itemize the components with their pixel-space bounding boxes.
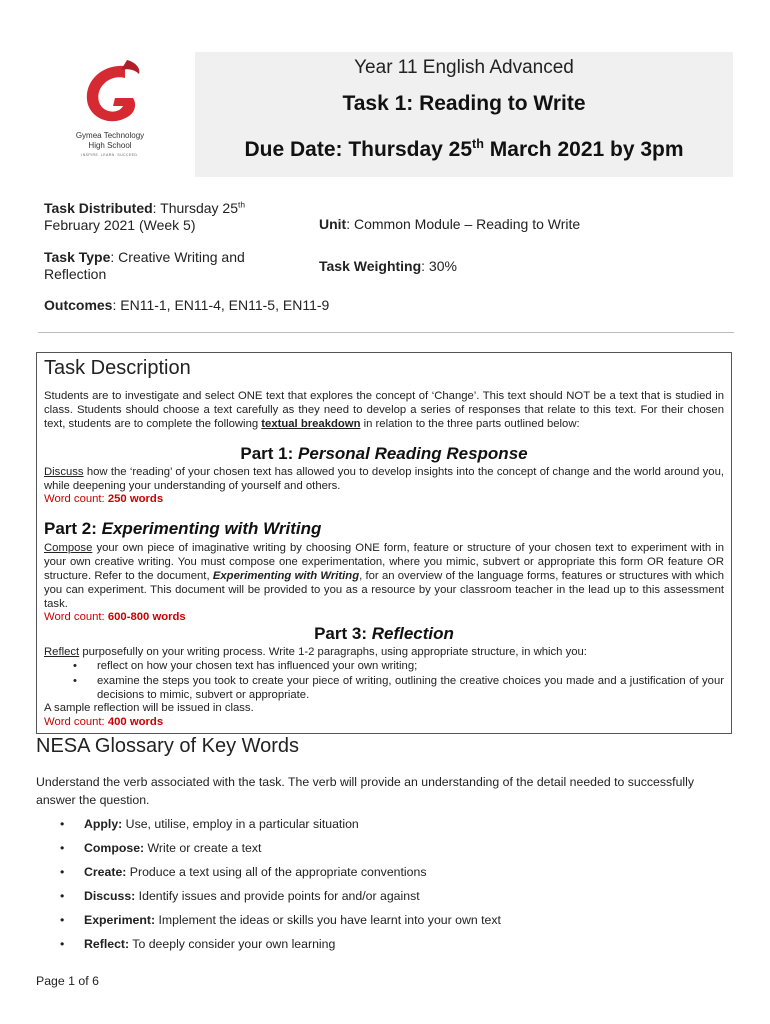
task-weighting: Task Weighting: 30% (319, 258, 457, 274)
part1-heading: Part 1: Personal Reading Response (240, 444, 528, 463)
part3-bullet-1: reflect on how your chosen text has influenced your own writing; (97, 660, 418, 672)
task-description-title: Task Description (44, 357, 191, 379)
part3-note: A sample reflection will be issued in class. (44, 702, 254, 714)
unit-info: Unit: Common Module – Reading to Write (319, 216, 581, 232)
part1-word-count: Word count: 250 words (44, 493, 164, 505)
glossary-item: • Experiment: Implement the ideas or skills you have learnt into your own text (60, 913, 501, 927)
textual-breakdown-link: textual breakdown (261, 418, 361, 430)
task-distributed: Task Distributed: Thursday 25th February 2021 (Week 5) (44, 199, 246, 233)
glossary-item: • Compose: Write or create a text (60, 841, 262, 855)
part3-bullet-dot: • (73, 675, 77, 687)
part3-text: Reflect purposefully on your writing process. Write 1-2 paragraphs, using appropriate structure, in which you: (44, 646, 587, 658)
part3-heading: Part 3: Reflection (314, 624, 454, 643)
school-crest-icon (55, 58, 165, 130)
task-description-intro: Students are to investigate and select ONE text that explores the concept of ‘Change’. This text should NOT be a text that is studied in class. Students should choose a text carefully as they need to develop a series of responses that relate to this text. For their chosen text, students are to complete the following textual breakdown in relation to the three parts outlined below: (44, 390, 724, 430)
part3-bullet-dot: • (73, 660, 77, 672)
task-type: Task Type: Creative Writing and Reflection (44, 249, 245, 282)
part2-text: Compose your own piece of imaginative writing by choosing ONE form, feature or structure of your chosen text to experiment with in your own creative writing. You must compose one experimentation, where you mimic, subvert or appropriate this form OR feature OR structure. Refer to the document, Experimenting with Writing, for an overview of the language forms, features or structures with which you can experiment. This document will be provided to you as a resource by your classroom teacher in the lead up to this assessment task. (44, 542, 725, 610)
glossary-title: NESA Glossary of Key Words (36, 735, 300, 757)
glossary-item: • Reflect: To deeply consider your own learning (60, 937, 336, 951)
part2-word-count: Word count: 600-800 words (44, 611, 186, 623)
part3-bullet-2: examine the steps you took to create your piece of writing, outlining the creative choices you made and a justification of your decisions to mimic, subvert or appropriate. (97, 675, 724, 701)
glossary-item: • Discuss: Identify issues and provide points for and/or against (60, 889, 420, 903)
header-panel (195, 52, 733, 177)
school-name: Gymea Technology High School (75, 131, 145, 150)
divider (38, 332, 734, 333)
school-motto: INSPIRE. LEARN. SUCCEED. (81, 153, 139, 157)
due-date: Due Date: Thursday 25th March 2021 by 3pm (244, 137, 684, 161)
part2-heading: Part 2: Experimenting with Writing (44, 519, 322, 538)
school-logo (55, 58, 165, 168)
task-title: Task 1: Reading to Write (342, 92, 586, 115)
part3-word-count: Word count: 400 words (44, 716, 164, 728)
course-title: Year 11 English Advanced (354, 57, 574, 78)
glossary-intro: Understand the verb associated with the task. The verb will provide an understanding of the detail needed to successfully answer the question. (36, 775, 695, 807)
part1-text: Discuss how the ‘reading’ of your chosen text has allowed you to develop insights into the concept of change and the world around you, while deepening your understanding of yourself and others. (44, 466, 724, 492)
glossary-item: • Create: Produce a text using all of the appropriate conventions (60, 865, 427, 879)
glossary-item: • Apply: Use, utilise, employ in a particular situation (60, 817, 359, 831)
task-description-box (36, 352, 732, 734)
outcomes: Outcomes: EN11-1, EN11-4, EN11-5, EN11-9 (44, 297, 330, 313)
page-number: Page 1 of 6 (36, 974, 99, 988)
